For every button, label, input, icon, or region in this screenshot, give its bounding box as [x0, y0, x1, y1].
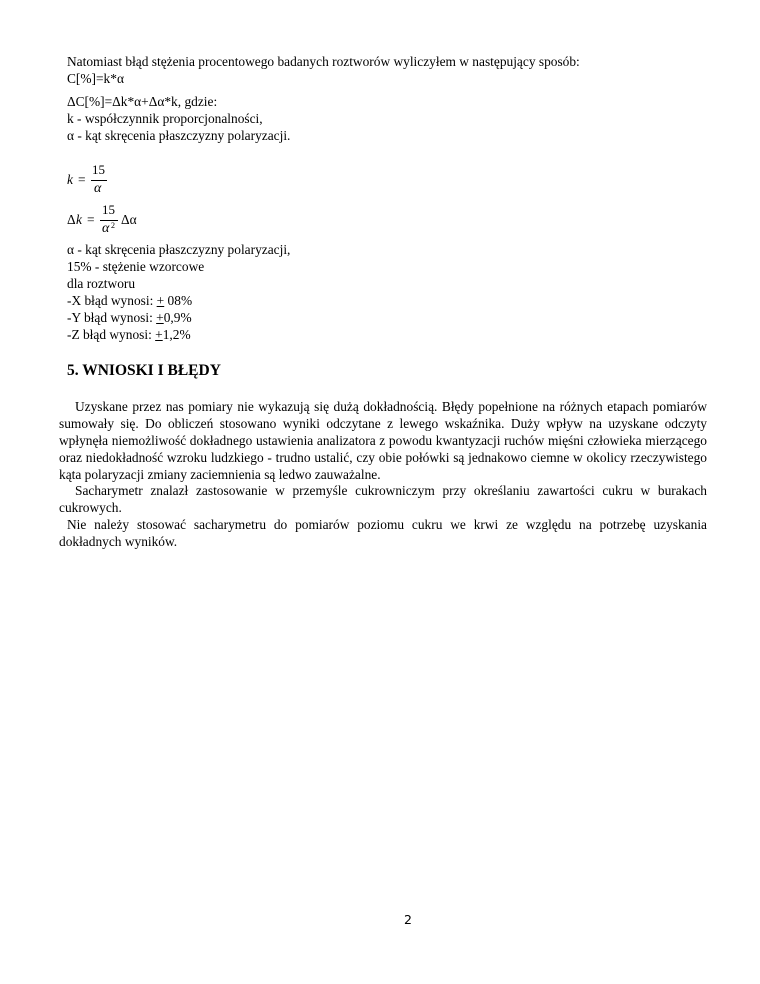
page-number: 2 [404, 912, 412, 927]
error-x-plusminus: + [156, 293, 165, 308]
formula-dk-delta: Δ [67, 212, 76, 227]
formula-error: ΔC[%]=Δk*α+Δα*k, gdzie: [67, 94, 218, 109]
legend-alpha: α - kąt skręcenia płaszczyzny polaryzacji, [67, 242, 291, 257]
formula-dk-eq: = [87, 212, 95, 227]
error-x-value: 08% [164, 293, 193, 308]
intro-line: Natomiast błąd stężenia procentowego badanych roztworów wyliczyłem w następujący sposób: [67, 54, 580, 69]
conclusion-paragraph: Uzyskane przez nas pomiary nie wykazują się dużą dokładnością. Błędy popełnione na różnych etapach pomiarów sumowały się. Do obliczeń stosowano wyniki odczytane z lewego wskaźnika. Duży wpływ na uzyskane odczyty wpłynęła niemożliwość dokładnego ustawienia analizatora z powodu kwantyzacji ruchów mięśni człowieka mierzącego oraz niedokładność wzroku ludzkiego - trudno ustalić, czy obie połówki są jednakowo ciemne w okolicy rzeczywistego kąta polaryzacji zmiany zaciemnienia są ledwo zauważalne. [59, 399, 707, 482]
legend-solution: dla roztworu [67, 276, 136, 291]
formula-k [67, 162, 127, 202]
error-y-label: -Y błąd wynosi: [67, 310, 157, 325]
formula-k-numerator: 15 [92, 162, 105, 177]
formula-k-denominator: α [94, 181, 102, 196]
formula-delta-k [67, 202, 157, 242]
error-z-value: 1,2% [162, 327, 191, 342]
application-paragraph: Sacharymetr znalazł zastosowanie w przemyśle cukrowniczym przy określaniu zawartości cukru w burakach cukrowych. [59, 483, 707, 515]
formula-dk-rhs: Δα [121, 212, 137, 227]
error-y-value: 0,9% [163, 310, 192, 325]
error-z [67, 326, 191, 343]
formula-dk-lhs: k [76, 212, 82, 227]
formula-dk-exponent: 2 [111, 221, 115, 230]
legend-standard: 15% - stężenie wzorcowe [67, 259, 205, 274]
error-x-label: -X błąd wynosi: [67, 293, 157, 308]
formula-k-lhs: k [67, 172, 73, 187]
error-y [67, 309, 192, 326]
section-heading: 5. WNIOSKI I BŁĘDY [67, 362, 221, 379]
recommendation-paragraph: Nie należy stosować sacharymetru do pomiarów poziomu cukru we krwi ze względu na potrzebę uzyskania dokładnych wyników. [59, 517, 707, 549]
error-x [67, 292, 192, 309]
definition-k: k - współczynnik proporcjonalności, [67, 111, 263, 126]
formula-dk-denominator: α [102, 221, 110, 236]
error-z-plusminus: + [155, 327, 163, 342]
error-z-label: -Z błąd wynosi: [67, 327, 156, 342]
formula-concentration: C[%]=k*α [67, 71, 124, 86]
formula-dk-numerator: 15 [102, 202, 115, 217]
error-y-plusminus: + [156, 310, 164, 325]
formula-k-eq: = [78, 172, 86, 187]
definition-alpha: α - kąt skręcenia płaszczyzny polaryzacji. [67, 128, 291, 143]
